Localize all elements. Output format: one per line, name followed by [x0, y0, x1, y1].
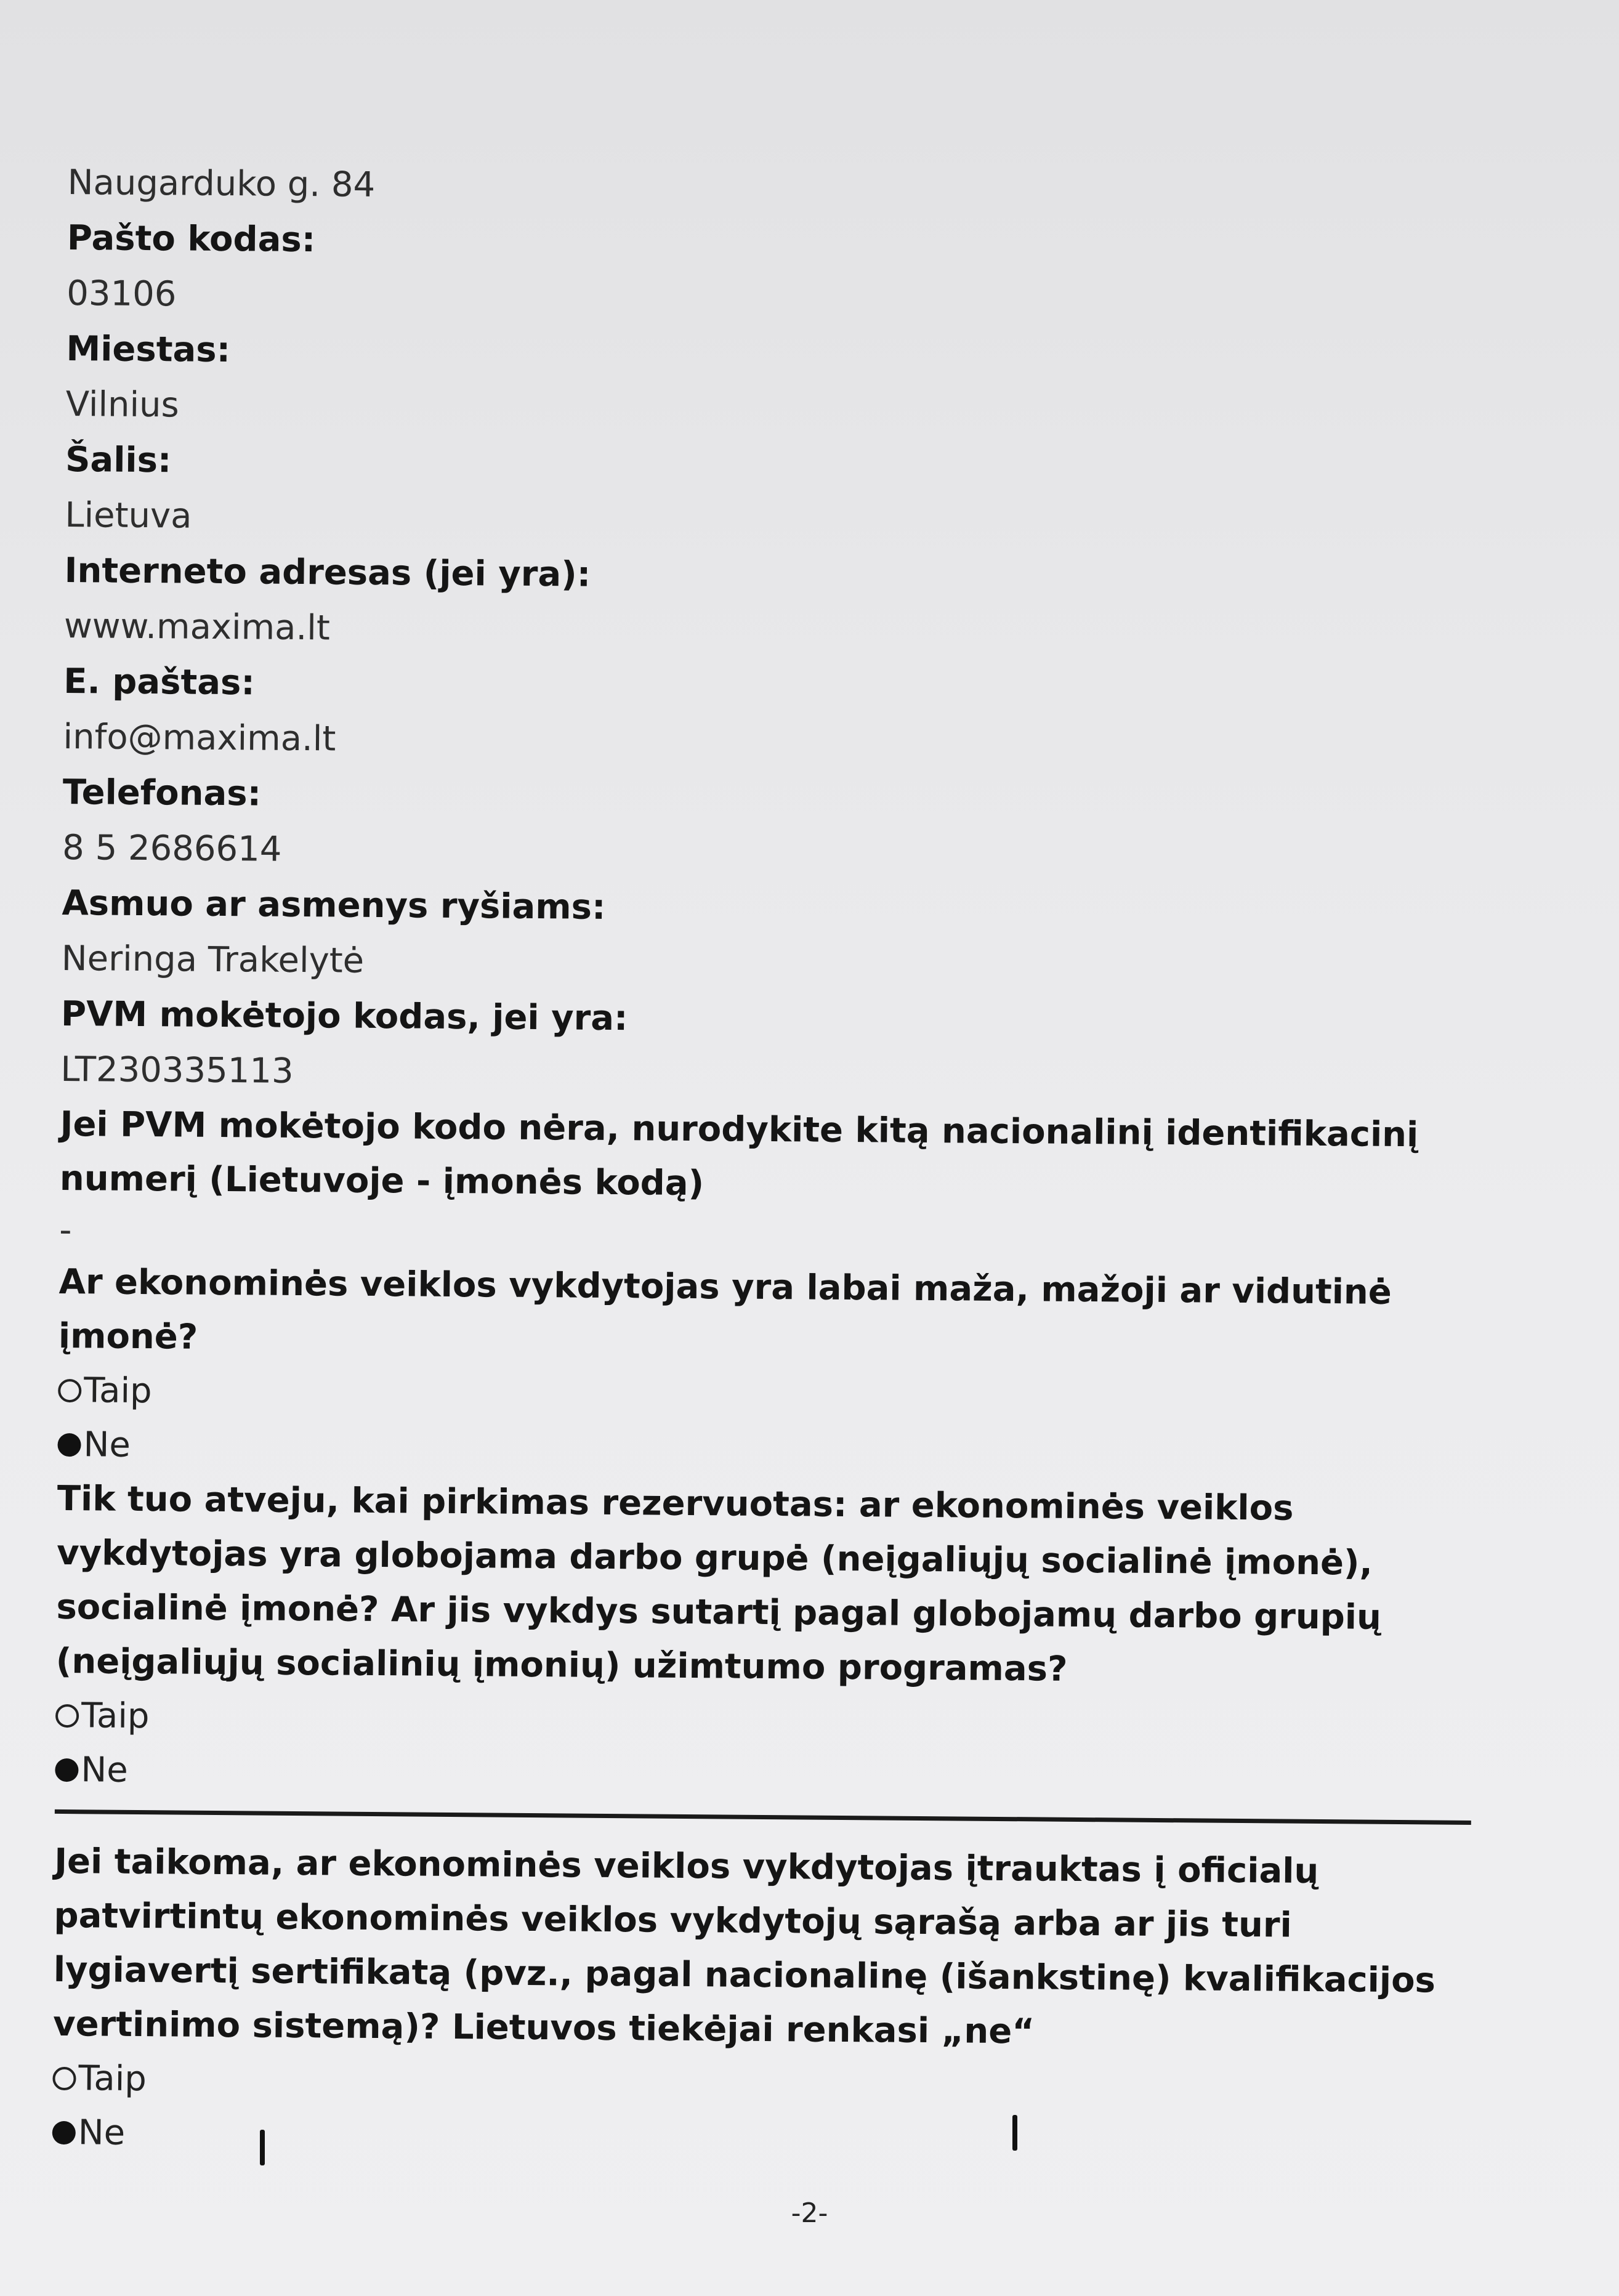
sme-question: Ar ekonominės veiklos vykdytojas yra labai maža, mažoji ar vidutinė įmonė? — [58, 1261, 1392, 1357]
vat-code-value: LT230335113 — [60, 1049, 294, 1091]
postal-code-value: 03106 — [66, 273, 177, 315]
sme-option-no-label: Ne — [83, 1425, 131, 1465]
national-id-answer: - — [59, 1210, 72, 1251]
radio-selected-icon[interactable] — [52, 2121, 76, 2144]
page-number: -2- — [791, 2197, 828, 2229]
contact-person-value: Neringa Trakelytė — [61, 938, 365, 981]
radio-unselected-icon[interactable] — [58, 1379, 81, 1402]
reserved-option-no-label: Ne — [81, 1750, 129, 1790]
official-list-option-no[interactable] — [52, 2106, 1518, 2172]
city-value: Vilnius — [65, 384, 179, 426]
form-content — [52, 155, 1533, 2172]
country-value: Lietuva — [65, 495, 192, 536]
email-value: info@maxima.lt — [63, 716, 336, 759]
section-divider — [55, 1809, 1471, 1825]
email-label: E. paštas: — [63, 661, 256, 703]
contact-person-label: Asmuo ar asmenys ryšiams: — [62, 883, 606, 928]
radio-selected-icon[interactable] — [55, 1758, 78, 1782]
official-list-option-no-label: Ne — [78, 2112, 126, 2153]
binding-mark-left — [260, 2130, 265, 2165]
official-list-question: Jei taikoma, ar ekonominės veiklos vykdytojas įtrauktas į oficialų patvirtintų ekonominės veiklos vykdytojų sąrašą arba ar jis turi lygiavertį sertifikatą (pvz., pagal nacionalinę (išankstinę) kvalifikacijos vertinimo sistemą)? Lietuvos tiekėjai renkasi „ne“ — [52, 1841, 1436, 2052]
website-label: Interneto adresas (jei yra): — [64, 550, 591, 595]
radio-selected-icon[interactable] — [57, 1433, 81, 1457]
radio-unselected-icon[interactable] — [55, 1704, 79, 1728]
postal-code-label: Pašto kodas: — [67, 217, 316, 261]
address-value: Naugarduko g. 84 — [67, 162, 376, 205]
phone-value: 8 5 2686614 — [62, 827, 282, 870]
phone-label: Telefonas: — [62, 772, 262, 814]
country-label: Šalis: — [65, 439, 172, 481]
reserved-procurement-question: Tik tuo atveju, kai pirkimas rezervuotas: ar ekonominės veiklos vykdytojas yra globojama darbo grupė (neįgaliųjų socialinė įmonė), socialinė įmonė? Ar jis vykdys sutartį pagal globojamų darbo grupių (neįgaliųjų socialinių įmonių) užimtumo programas? — [55, 1478, 1382, 1689]
binding-mark-right — [1012, 2115, 1017, 2151]
vat-code-label: PVM mokėtojo kodas, jei yra: — [60, 993, 628, 1039]
sme-option-yes-label: Taip — [83, 1370, 152, 1412]
city-label: Miestas: — [66, 328, 231, 371]
national-id-question: Jei PVM mokėtojo kodo nėra, nurodykite kitą nacionalinį identifikacinį numerį (Lietuvoje - įmonės kodą) — [59, 1104, 1419, 1204]
website-value: www.maxima.lt — [63, 605, 331, 649]
official-list-option-yes-label: Taip — [78, 2058, 147, 2100]
reserved-option-yes-label: Taip — [81, 1696, 150, 1737]
reserved-option-no[interactable] — [55, 1743, 1521, 1809]
radio-unselected-icon[interactable] — [52, 2067, 76, 2090]
